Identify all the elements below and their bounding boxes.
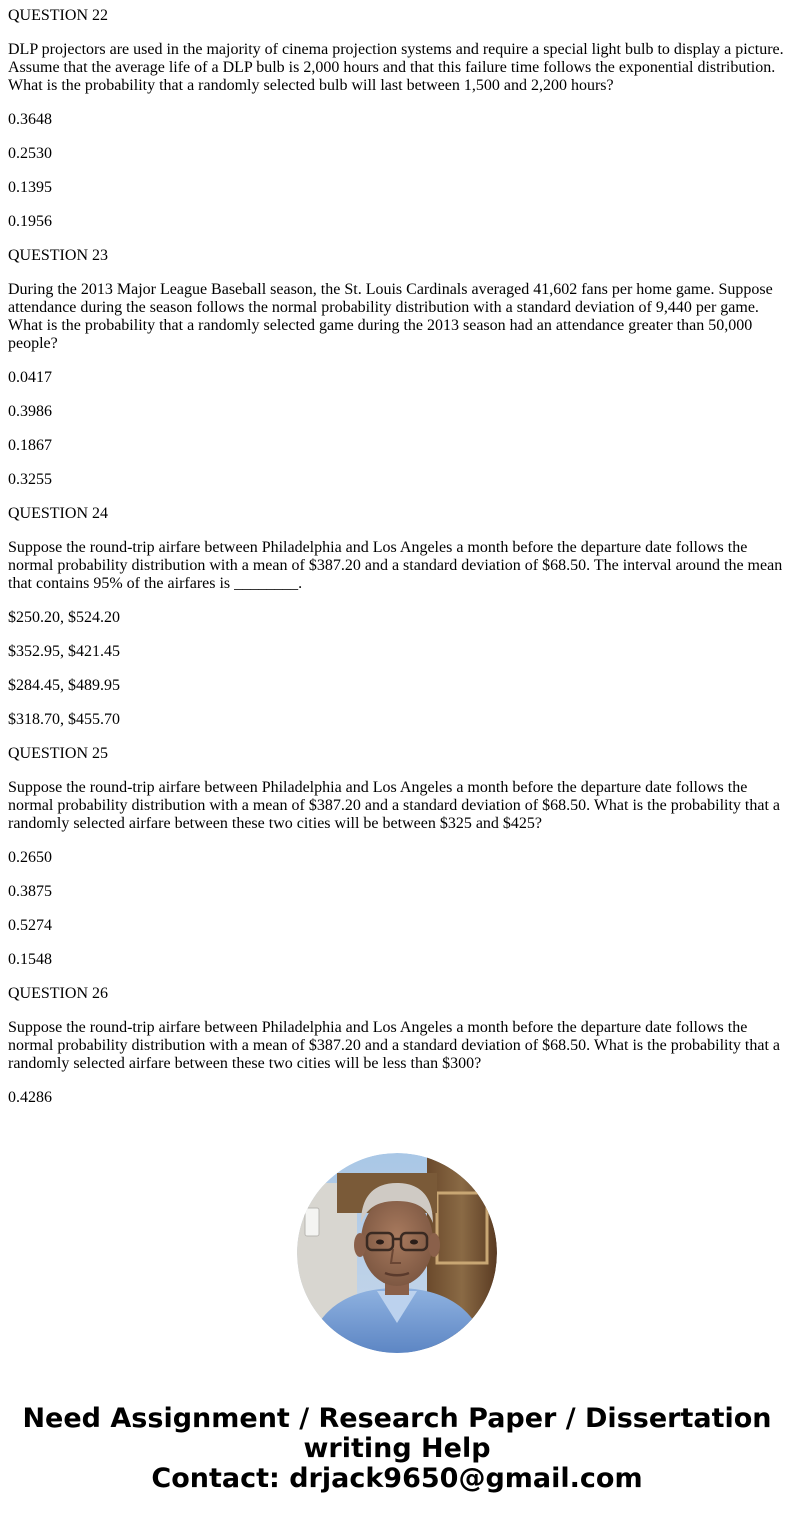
answer-option[interactable]: 0.4286 <box>8 1089 52 1106</box>
answer-option[interactable]: 0.1548 <box>8 951 52 968</box>
question-title: QUESTION 26 <box>8 985 108 1002</box>
contact-email[interactable]: Contact: drjack9650@gmail.com <box>151 1463 643 1494</box>
answer-option[interactable]: $318.70, $455.70 <box>8 711 120 728</box>
question-text: Suppose the round-trip airfare between Philadelphia and Los Angeles a month before the departure date follows the normal probability distribution with a mean of $387.20 and a standard deviation of $68.50. What is the probability that a randomly selected airfare between these two cities will be less than $300? <box>8 1019 780 1072</box>
answer-option[interactable]: 0.3875 <box>8 883 52 900</box>
question-block <box>8 985 788 1107</box>
question-block <box>8 7 788 231</box>
answer-option[interactable]: $284.45, $489.95 <box>8 677 120 694</box>
question-title: QUESTION 24 <box>8 505 108 522</box>
question-text: DLP projectors are used in the majority of cinema projection systems and require a special light bulb to display a picture. Assume that the average life of a DLP bulb is 2,000 hours and that this failure time follows the exponential distribution. What is the probability that a randomly selected bulb will last between 1,500 and 2,200 hours? <box>8 41 784 94</box>
promo-line: writing Help <box>303 1433 491 1464</box>
answer-option[interactable]: 0.2530 <box>8 145 52 162</box>
answer-option[interactable]: 0.5274 <box>8 917 52 934</box>
question-block <box>8 505 788 729</box>
answer-option[interactable]: 0.1956 <box>8 213 52 230</box>
answer-option[interactable]: 0.3986 <box>8 403 52 420</box>
answer-option[interactable]: 0.3648 <box>8 111 52 128</box>
promo-line: Need Assignment / Research Paper / Dissertation <box>22 1403 772 1434</box>
question-list <box>8 7 788 1123</box>
answer-option[interactable]: 0.0417 <box>8 369 52 386</box>
question-title: QUESTION 22 <box>8 7 108 24</box>
question-title: QUESTION 25 <box>8 745 108 762</box>
answer-option[interactable]: $352.95, $421.45 <box>8 643 120 660</box>
question-text: Suppose the round-trip airfare between Philadelphia and Los Angeles a month before the departure date follows the normal probability distribution with a mean of $387.20 and a standard deviation of $68.50. What is the probability that a randomly selected airfare between these two cities will be between $325 and $425? <box>8 779 780 832</box>
answer-option[interactable]: $250.20, $524.20 <box>8 609 120 626</box>
promo-message <box>0 1404 794 1494</box>
tutor-avatar <box>297 1153 497 1353</box>
promo-banner <box>0 1153 794 1494</box>
answer-option[interactable]: 0.1395 <box>8 179 52 196</box>
question-title: QUESTION 23 <box>8 247 108 264</box>
answer-option[interactable]: 0.2650 <box>8 849 52 866</box>
question-block <box>8 745 788 969</box>
question-text: During the 2013 Major League Baseball season, the St. Louis Cardinals averaged 41,602 fans per home game. Suppose attendance during the season follows the normal probability distribution with a standard deviation of 9,440 per game. What is the probability that a randomly selected game during the 2013 season had an attendance greater than 50,000 people? <box>8 281 773 352</box>
answer-option[interactable]: 0.1867 <box>8 437 52 454</box>
question-text: Suppose the round-trip airfare between Philadelphia and Los Angeles a month before the departure date follows the normal probability distribution with a mean of $387.20 and a standard deviation of $68.50. The interval around the mean that contains 95% of the airfares is ________. <box>8 539 783 592</box>
question-block <box>8 247 788 489</box>
answer-option[interactable]: 0.3255 <box>8 471 52 488</box>
